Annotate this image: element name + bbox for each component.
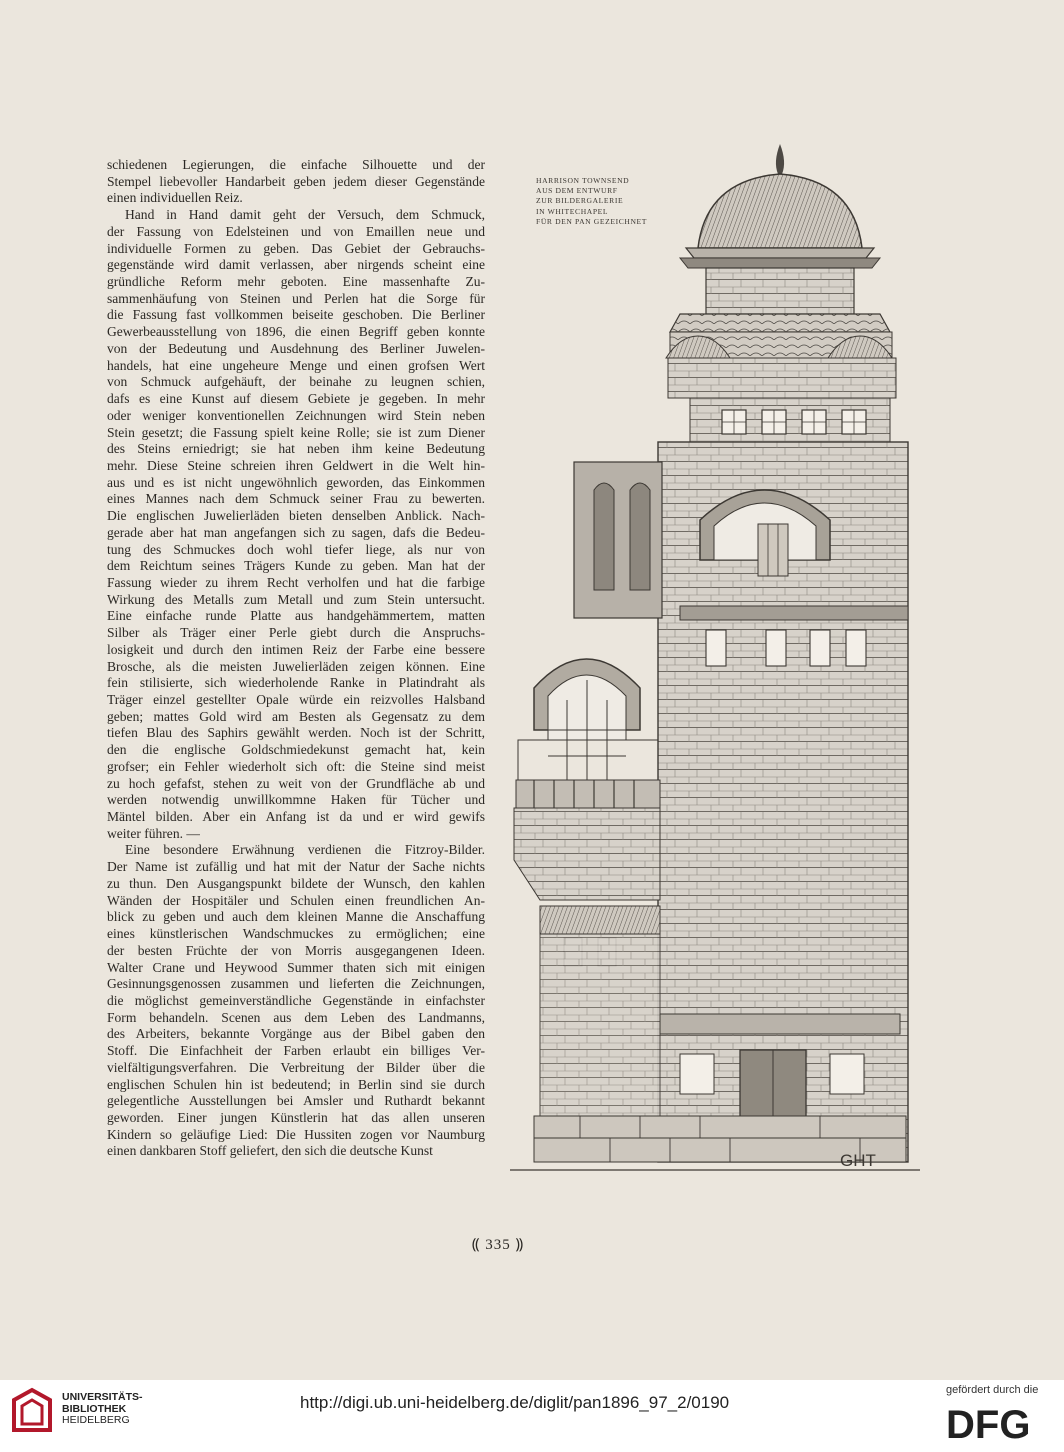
text-line: geworden. Einer jungen Künstlerin hat das allen unseren bbox=[107, 1109, 485, 1125]
text-line: Stempel liebevoller Handarbeit geben jedem dieser Gegenstände bbox=[107, 173, 485, 189]
text-line: handels, hat eine ungeheure Menge und einen grofsen Wert bbox=[107, 357, 485, 373]
dome bbox=[698, 174, 862, 248]
permalink-url[interactable]: http://digi.ub.uni-heidelberg.de/diglit/pan1896_97_2/0190 bbox=[300, 1393, 730, 1412]
text-line: Die englischen Juwelierläden bieten denselben Anblick. Nach- bbox=[107, 508, 485, 524]
text-line: Eine besondere Erwähnung verdienen die Fitzroy-Bilder. bbox=[125, 842, 485, 858]
dfg-logo bbox=[946, 1402, 1050, 1442]
text-line: sammenhäufung von Steinen und Perlen hat die Sorge für bbox=[107, 290, 485, 306]
text-line: eines Mannes nach dem Schmuck seiner Frau zu bewerten. bbox=[107, 491, 485, 507]
text-line: werden notwendig unwillkommne Haken für Tücher und bbox=[107, 792, 485, 808]
text-line: Eine einfache runde Platte aus handgehämmertem, matten bbox=[107, 608, 485, 624]
text-line: zu thun. Den Ausgangspunkt bildete der Wunsch, den kahlen bbox=[107, 875, 485, 891]
funded-by-label: gefördert durch die bbox=[946, 1384, 1039, 1396]
text-line: die Fassung fast vollkommen beiseite geschoben. Die Berliner bbox=[107, 307, 485, 323]
text-line: Form behandeln. Scenen aus dem Leben des Landmanns, bbox=[107, 1009, 485, 1025]
text-line: Wirkung des Metalls zum Metall und zum Stein untersucht. bbox=[107, 591, 485, 607]
text-line: tiefen Blau des Saphirs gewählt werden. Noch ist der Schritt, bbox=[107, 725, 485, 741]
text-line: Träger einzel gestellter Opale würde ein reizvolles Halsband bbox=[107, 692, 485, 707]
text-line: gelegentliche Ausstellungen bei Amsler und Ruthardt bekannt bbox=[107, 1093, 485, 1109]
text-line: die möglichst gemeinverständliche Gegenstände in einfachster bbox=[107, 992, 485, 1008]
text-line: gerade aber hat man angefangen sich zu sagen, dafs die Bedeu- bbox=[107, 524, 485, 540]
text-line: des Steins erniedrigt; sie hat neben ihm keine Bedeutung bbox=[107, 441, 485, 457]
tower-illustration bbox=[510, 140, 922, 1180]
text-line: englischen Schulen hin ist bedeutend; in Berlin sind sie durch bbox=[107, 1076, 485, 1092]
text-line: tung des Schmuckes doch wohl tiefer liege, als nur von bbox=[107, 541, 485, 557]
text-line: von der Bedeutung und Ausdehnung des Berliner Juwelen- bbox=[107, 340, 485, 356]
text-line: den die englische Goldschmiedekunst gemacht hat, kein bbox=[107, 742, 485, 758]
text-line: einen dankbaren Stoff geliefert, den sich die deutsche Kunst bbox=[107, 1143, 433, 1159]
text-line: gründliche Reform mehr geboten. Eine massenhafte Zu- bbox=[107, 274, 485, 290]
text-line: Stoff. Die Einfachheit der Farben erlaubt ein billiges Ver- bbox=[107, 1043, 485, 1059]
text-line: blick zu geben und auch dem kleinen Manne die Anschaffung bbox=[107, 909, 485, 925]
text-line: Stein gesetzt; die Fassung spielt keine Rolle; sie ist zum Diener bbox=[107, 424, 485, 440]
text-line: Silber als Träger einer Perle giebt durch die Anspruchs- bbox=[107, 625, 485, 641]
library-line: HEIDELBERG bbox=[62, 1414, 130, 1426]
folio-bracket-right: ⸩ bbox=[515, 1237, 525, 1253]
text-line: individuelle Formen zu geben. Das Gebiet der Gebrauchs- bbox=[107, 240, 485, 256]
text-line: von Schmuck aufgehäuft, der beinahe zu leugnen schien, bbox=[107, 374, 485, 390]
text-line: einen individuellen Reiz. bbox=[107, 190, 243, 206]
caption-line: HARRISON TOWNSEND bbox=[536, 176, 630, 185]
text-line: losigkeit und durch den intimen Reiz der Farbe eine bessere bbox=[107, 641, 485, 657]
text-line: eines künstlerischen Wandschmuckes zu ermöglichen; eine bbox=[107, 926, 485, 942]
text-line: Wänden der Hospitäler und Schulen einen freundlichen An- bbox=[107, 892, 485, 908]
caption-line: ZUR BILDERGALERIE bbox=[536, 196, 624, 206]
text-line: weiter führen. — bbox=[107, 825, 200, 841]
library-line: BIBLIOTHEK bbox=[62, 1402, 127, 1415]
text-line: Hand in Hand damit geht der Versuch, dem Schmuck, bbox=[125, 207, 485, 223]
text-line: Brosche, als die meisten Juwelierläden zeigen können. Eine bbox=[107, 658, 485, 674]
text-line: gegenstände wird damit verlassen, aber nirgends scheint eine bbox=[107, 257, 485, 273]
text-line: grofser; ein Fehler wiederholt sich oft: die Steine sind meist bbox=[107, 758, 485, 774]
text-line: Gesinnungsgenossen zusammen und lieferten die Zeichnungen, bbox=[107, 976, 485, 992]
library-name bbox=[62, 1392, 143, 1427]
text-line: dafs es eine Kunst auf diesem Gebiete je gegeben. In mehr bbox=[107, 391, 485, 407]
artist-signature: GHT bbox=[840, 1151, 876, 1170]
text-line: Der Name ist zufällig und hat mit der Natur der Sache nichts bbox=[107, 859, 485, 875]
text-line: der besten Früchte der von Morris ausgegangenen Ideen. bbox=[107, 942, 485, 958]
caption-line: IN WHITECHAPEL bbox=[536, 206, 609, 216]
text-line: der Fassung von Edelsteinen und von Emaillen neue und bbox=[107, 223, 485, 239]
library-line: UNIVERSITÄTS- bbox=[62, 1391, 143, 1403]
text-line: des Arbeiters, bekannte Vorgänge aus der Bibel gaben den bbox=[107, 1026, 485, 1042]
dfg-logo-text: DFG bbox=[946, 1403, 1031, 1442]
text-line: mehr. Diese Steine schreien ihren Geldwert in die Welt hin- bbox=[107, 457, 485, 473]
folio-number: 335 bbox=[485, 1237, 511, 1253]
text-line: Mäntel bilden. Aber ein Anfang ist da und er wird gewifs bbox=[107, 809, 485, 825]
text-line: Walter Crane und Heywood Summer thaten sich mit einigen bbox=[107, 959, 485, 975]
text-line: oder weniger konventionellen Zeichnungen wird Stein neben bbox=[107, 407, 485, 423]
page-number bbox=[448, 1234, 548, 1254]
body-text-column bbox=[107, 157, 485, 1160]
text-line: geben; mattes Gold wird am Besten als Gegensatz zu dem bbox=[107, 708, 485, 724]
text-line: dem Reichtum seines Trägers Kunde zu geben. Man hat der bbox=[107, 558, 485, 574]
text-line: zu hoch gefafst, stehen zu weit von der Grundfläche ab und bbox=[107, 775, 485, 791]
finial bbox=[776, 144, 784, 174]
viewer-footer bbox=[0, 1380, 1064, 1452]
caption-line: AUS DEM ENTWURF bbox=[536, 186, 618, 196]
text-line: aus und es ist nicht ungewöhnlich geworden, das Einkommen bbox=[107, 474, 485, 490]
folio-bracket-left: ⸨ bbox=[471, 1237, 481, 1253]
library-logo-icon bbox=[10, 1386, 54, 1436]
text-line: schiedenen Legierungen, die einfache Silhouette und der bbox=[107, 157, 485, 172]
text-line: fein stilisierte, sich wiederholende Ranke in Platindraht als bbox=[107, 675, 485, 691]
text-line: Gewerbeausstellung von 1896, die einen Begriff geben konnte bbox=[107, 324, 485, 340]
text-line: vielfältigungsverfahren. Die Verbreitung der Bilder über die bbox=[107, 1059, 485, 1075]
text-line: Fassung wieder zu ihrem Recht verholfen und hat die farbige bbox=[107, 574, 485, 590]
caption-line: FÜR DEN PAN GEZEICHNET bbox=[536, 216, 648, 226]
text-line: Kindern so geläufige Lied: Die Hussiten zogen vor Naumburg bbox=[107, 1126, 485, 1142]
